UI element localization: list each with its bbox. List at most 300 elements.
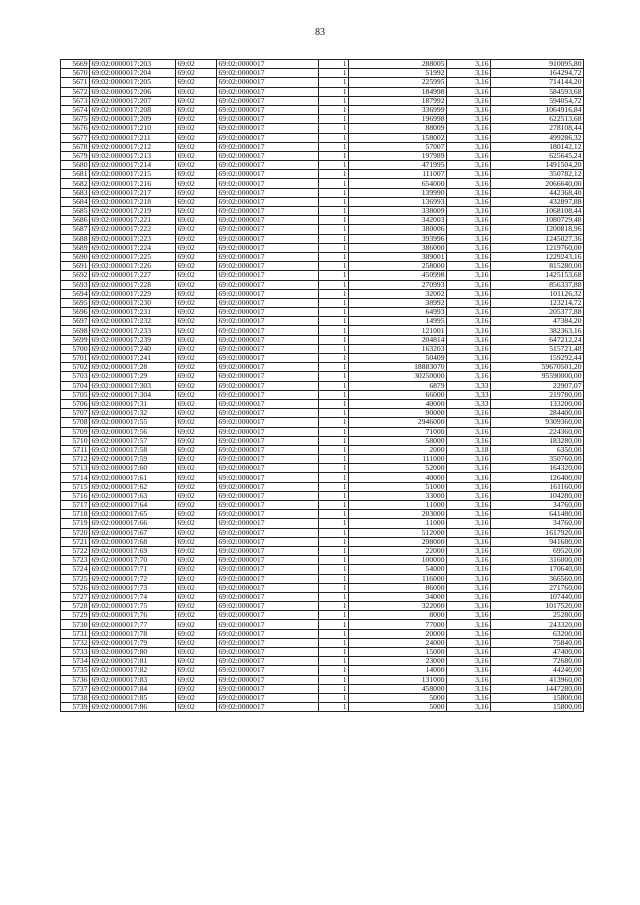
count-cell: 1 [319,317,349,326]
cadastral-value-cell: 47384,20 [491,317,584,326]
area-cell: 654000 [349,179,447,188]
district-code-cell: 69:02 [176,519,217,528]
area-cell: 203000 [349,510,447,519]
table-row [61,565,584,574]
row-number-cell: 5694 [61,289,90,298]
cadastral-value-cell: 183280,00 [491,436,584,445]
table-row [61,115,584,124]
district-code-cell: 69:02 [176,271,217,280]
row-number-cell: 5734 [61,657,90,666]
count-cell: 1 [319,445,349,454]
cadastral-value-cell: 47400,00 [491,648,584,657]
cadastral-value-cell: 316000,00 [491,556,584,565]
area-cell: 116000 [349,574,447,583]
cadastral-block-cell: 69:02:0000017 [217,60,319,69]
row-number-cell: 5720 [61,528,90,537]
cadastral-number-cell: 69:02:0000017:303 [90,381,176,390]
area-cell: 288005 [349,60,447,69]
cadastral-value-cell: 2066640,00 [491,179,584,188]
row-number-cell: 5704 [61,381,90,390]
area-cell: 197989 [349,151,447,160]
area-cell: 20000 [349,629,447,638]
area-cell: 342003 [349,216,447,225]
area-cell: 204814 [349,335,447,344]
count-cell: 1 [319,87,349,96]
count-cell: 1 [319,354,349,363]
cadastral-number-cell: 69:02:0000017:65 [90,510,176,519]
cadastral-value-cell: 72680,00 [491,657,584,666]
area-cell: 58000 [349,436,447,445]
row-number-cell: 5675 [61,115,90,124]
area-cell: 54000 [349,565,447,574]
count-cell: 1 [319,234,349,243]
rate-cell: 3,16 [447,482,491,491]
rate-cell: 3,16 [447,188,491,197]
table-row [61,87,584,96]
district-code-cell: 69:02 [176,491,217,500]
row-number-cell: 5724 [61,565,90,574]
rate-cell: 3,16 [447,556,491,565]
area-cell: 471995 [349,161,447,170]
area-cell: 14000 [349,666,447,675]
row-number-cell: 5676 [61,124,90,133]
count-cell: 1 [319,243,349,252]
cadastral-block-cell: 69:02:0000017 [217,510,319,519]
cadastral-block-cell: 69:02:0000017 [217,243,319,252]
area-cell: 51000 [349,482,447,491]
cadastral-block-cell: 69:02:0000017 [217,381,319,390]
district-code-cell: 69:02 [176,574,217,583]
table-row [61,271,584,280]
cadastral-value-cell: 224360,00 [491,427,584,436]
cadastral-number-cell: 69:02:0000017:223 [90,234,176,243]
area-cell: 380006 [349,225,447,234]
cadastral-block-cell: 69:02:0000017 [217,124,319,133]
rate-cell: 3,16 [447,602,491,611]
area-cell: 30250000 [349,372,447,381]
row-number-cell: 5699 [61,335,90,344]
cadastral-value-cell: 941680,00 [491,537,584,546]
rate-cell: 3,16 [447,620,491,629]
count-cell: 1 [319,151,349,160]
count-cell: 1 [319,133,349,142]
rate-cell: 3,16 [447,308,491,317]
cadastral-number-cell: 69:02:0000017:225 [90,252,176,261]
table-row [61,142,584,151]
rate-cell: 3,16 [447,455,491,464]
cadastral-number-cell: 69:02:0000017:57 [90,436,176,445]
area-cell: 6879 [349,381,447,390]
table-row [61,133,584,142]
rate-cell: 3,16 [447,298,491,307]
row-number-cell: 5737 [61,684,90,693]
cadastral-number-cell: 69:02:0000017:213 [90,151,176,160]
cadastral-block-cell: 69:02:0000017 [217,335,319,344]
cadastral-block-cell: 69:02:0000017 [217,363,319,372]
area-cell: 64993 [349,308,447,317]
cadastral-value-cell: 284400,00 [491,409,584,418]
cadastral-value-cell: 442368,40 [491,188,584,197]
row-number-cell: 5710 [61,436,90,445]
district-code-cell: 69:02 [176,317,217,326]
count-cell: 1 [319,197,349,206]
area-cell: 18883070 [349,363,447,372]
count-cell: 1 [319,216,349,225]
count-cell: 1 [319,335,349,344]
district-code-cell: 69:02 [176,638,217,647]
rate-cell: 3,16 [447,510,491,519]
rate-cell: 3,16 [447,96,491,105]
rate-cell: 3,16 [447,519,491,528]
count-cell: 1 [319,427,349,436]
cadastral-block-cell: 69:02:0000017 [217,418,319,427]
rate-cell: 3,16 [447,105,491,114]
cadastral-value-cell: 25280,00 [491,611,584,620]
cadastral-number-cell: 69:02:0000017:60 [90,464,176,473]
cadastral-value-cell: 180142,12 [491,142,584,151]
row-number-cell: 5714 [61,473,90,482]
cadastral-value-cell: 95590000,00 [491,372,584,381]
count-cell: 1 [319,326,349,335]
area-cell: 393996 [349,234,447,243]
area-cell: 77000 [349,620,447,629]
cadastral-block-cell: 69:02:0000017 [217,87,319,96]
table-row [61,684,584,693]
cadastral-block-cell: 69:02:0000017 [217,574,319,583]
cadastral-number-cell: 69:02:0000017:68 [90,537,176,546]
count-cell: 1 [319,363,349,372]
table-row [61,602,584,611]
cadastral-number-cell: 69:02:0000017:208 [90,105,176,114]
rate-cell: 3,16 [447,161,491,170]
table-row [61,620,584,629]
row-number-cell: 5705 [61,390,90,399]
cadastral-number-cell: 69:02:0000017:76 [90,611,176,620]
cadastral-value-cell: 219780,00 [491,390,584,399]
rate-cell: 3,16 [447,87,491,96]
row-number-cell: 5670 [61,69,90,78]
row-number-cell: 5684 [61,197,90,206]
cadastral-number-cell: 69:02:0000017:66 [90,519,176,528]
district-code-cell: 69:02 [176,188,217,197]
count-cell: 1 [319,629,349,638]
cadastral-value-cell: 170640,00 [491,565,584,574]
cadastral-block-cell: 69:02:0000017 [217,317,319,326]
cadastral-number-cell: 69:02:0000017:83 [90,675,176,684]
rate-cell: 3,16 [447,179,491,188]
cadastral-block-cell: 69:02:0000017 [217,399,319,408]
area-cell: 298000 [349,537,447,546]
count-cell: 1 [319,592,349,601]
count-cell: 1 [319,510,349,519]
count-cell: 1 [319,96,349,105]
area-cell: 52000 [349,464,447,473]
rate-cell: 3,16 [447,234,491,243]
cadastral-block-cell: 69:02:0000017 [217,161,319,170]
table-row [61,427,584,436]
count-cell: 1 [319,399,349,408]
row-number-cell: 5693 [61,280,90,289]
count-cell: 1 [319,565,349,574]
rate-cell: 3,16 [447,629,491,638]
table-row [61,262,584,271]
cadastral-value-cell: 1200818,96 [491,225,584,234]
area-cell: 389001 [349,252,447,261]
count-cell: 1 [319,684,349,693]
district-code-cell: 69:02 [176,124,217,133]
cadastral-block-cell: 69:02:0000017 [217,565,319,574]
cadastral-number-cell: 69:02:0000017:32 [90,409,176,418]
cadastral-block-cell: 69:02:0000017 [217,179,319,188]
district-code-cell: 69:02 [176,418,217,427]
rate-cell: 3,16 [447,693,491,702]
cadastral-value-cell: 584593,68 [491,87,584,96]
rate-cell: 3,16 [447,611,491,620]
cadastral-block-cell: 69:02:0000017 [217,436,319,445]
rate-cell: 3,16 [447,418,491,427]
cadastral-block-cell: 69:02:0000017 [217,69,319,78]
cadastral-number-cell: 69:02:0000017:207 [90,96,176,105]
area-cell: 270993 [349,280,447,289]
rate-cell: 3,16 [447,60,491,69]
row-number-cell: 5726 [61,583,90,592]
cadastral-value-cell: 1064916,84 [491,105,584,114]
district-code-cell: 69:02 [176,151,217,160]
cadastral-number-cell: 69:02:0000017:62 [90,482,176,491]
area-cell: 512000 [349,528,447,537]
district-code-cell: 69:02 [176,234,217,243]
rate-cell: 3,16 [447,225,491,234]
area-cell: 50409 [349,354,447,363]
cadastral-number-cell: 69:02:0000017:239 [90,335,176,344]
area-cell: 158002 [349,133,447,142]
cadastral-number-cell: 69:02:0000017:218 [90,197,176,206]
cadastral-block-cell: 69:02:0000017 [217,133,319,142]
rate-cell: 3,33 [447,381,491,390]
cadastral-value-cell: 133200,00 [491,399,584,408]
table-row [61,317,584,326]
cadastral-block-cell: 69:02:0000017 [217,482,319,491]
cadastral-value-cell: 75840,00 [491,638,584,647]
row-number-cell: 5732 [61,638,90,647]
cadastral-value-cell: 382363,16 [491,326,584,335]
district-code-cell: 69:02 [176,684,217,693]
cadastral-block-cell: 69:02:0000017 [217,684,319,693]
cadastral-number-cell: 69:02:0000017:240 [90,344,176,353]
area-cell: 66000 [349,390,447,399]
row-number-cell: 5677 [61,133,90,142]
cadastral-number-cell: 69:02:0000017:241 [90,354,176,363]
row-number-cell: 5698 [61,326,90,335]
row-number-cell: 5685 [61,207,90,216]
cadastral-block-cell: 69:02:0000017 [217,326,319,335]
count-cell: 1 [319,381,349,390]
district-code-cell: 69:02 [176,528,217,537]
rate-cell: 3,16 [447,344,491,353]
rate-cell: 3,16 [447,252,491,261]
cadastral-value-cell: 1447280,00 [491,684,584,693]
table-row [61,583,584,592]
area-cell: 14995 [349,317,447,326]
rate-cell: 3,16 [447,436,491,445]
cadastral-number-cell: 69:02:0000017:64 [90,501,176,510]
cadastral-block-cell: 69:02:0000017 [217,546,319,555]
district-code-cell: 69:02 [176,354,217,363]
cadastral-number-cell: 69:02:0000017:226 [90,262,176,271]
cadastral-block-cell: 69:02:0000017 [217,372,319,381]
cadastral-block-cell: 69:02:0000017 [217,473,319,482]
cadastral-block-cell: 69:02:0000017 [217,427,319,436]
district-code-cell: 69:02 [176,326,217,335]
cadastral-number-cell: 69:02:0000017:79 [90,638,176,647]
district-code-cell: 69:02 [176,289,217,298]
district-code-cell: 69:02 [176,445,217,454]
count-cell: 1 [319,344,349,353]
cadastral-value-cell: 1017520,00 [491,602,584,611]
cadastral-block-cell: 69:02:0000017 [217,105,319,114]
cadastral-block-cell: 69:02:0000017 [217,445,319,454]
table-row [61,188,584,197]
count-cell: 1 [319,105,349,114]
area-cell: 187992 [349,96,447,105]
table-row [61,280,584,289]
row-number-cell: 5713 [61,464,90,473]
count-cell: 1 [319,675,349,684]
count-cell: 1 [319,583,349,592]
row-number-cell: 5686 [61,216,90,225]
rate-cell: 3,16 [447,124,491,133]
area-cell: 2946000 [349,418,447,427]
district-code-cell: 69:02 [176,703,217,712]
rate-cell: 3,16 [447,78,491,87]
table-row [61,675,584,684]
cadastral-block-cell: 69:02:0000017 [217,519,319,528]
district-code-cell: 69:02 [176,60,217,69]
row-number-cell: 5697 [61,317,90,326]
rate-cell: 3,16 [447,207,491,216]
row-number-cell: 5672 [61,87,90,96]
cadastral-value-cell: 413960,00 [491,675,584,684]
count-cell: 1 [319,124,349,133]
area-cell: 11000 [349,501,447,510]
table-row [61,657,584,666]
district-code-cell: 69:02 [176,372,217,381]
table-row [61,124,584,133]
row-number-cell: 5687 [61,225,90,234]
cadastral-value-cell: 1425153,68 [491,271,584,280]
rate-cell: 3,16 [447,491,491,500]
row-number-cell: 5728 [61,602,90,611]
cadastral-block-cell: 69:02:0000017 [217,151,319,160]
count-cell: 1 [319,298,349,307]
cadastral-block-cell: 69:02:0000017 [217,693,319,702]
row-number-cell: 5735 [61,666,90,675]
cadastral-number-cell: 69:02:0000017:56 [90,427,176,436]
row-number-cell: 5739 [61,703,90,712]
cadastral-value-cell: 63200,00 [491,629,584,638]
table-row [61,197,584,206]
cadastral-number-cell: 69:02:0000017:55 [90,418,176,427]
cadastral-block-cell: 69:02:0000017 [217,78,319,87]
table-row [61,556,584,565]
row-number-cell: 5738 [61,693,90,702]
cadastral-number-cell: 69:02:0000017:72 [90,574,176,583]
area-cell: 40000 [349,473,447,482]
district-code-cell: 69:02 [176,390,217,399]
rate-cell: 3,16 [447,473,491,482]
cadastral-value-cell: 107440,00 [491,592,584,601]
cadastral-block-cell: 69:02:0000017 [217,142,319,151]
cadastral-block-cell: 69:02:0000017 [217,170,319,179]
cadastral-number-cell: 69:02:0000017:221 [90,216,176,225]
row-number-cell: 5679 [61,151,90,160]
cadastral-block-cell: 69:02:0000017 [217,455,319,464]
cadastral-number-cell: 69:02:0000017:73 [90,583,176,592]
table-row [61,546,584,555]
cadastral-number-cell: 69:02:0000017:222 [90,225,176,234]
table-row [61,611,584,620]
rate-cell: 3,16 [447,409,491,418]
count-cell: 1 [319,115,349,124]
district-code-cell: 69:02 [176,105,217,114]
district-code-cell: 69:02 [176,546,217,555]
count-cell: 1 [319,501,349,510]
cadastral-value-table [60,59,584,712]
cadastral-value-cell: 1068108,44 [491,207,584,216]
rate-cell: 3,16 [447,170,491,179]
count-cell: 1 [319,280,349,289]
cadastral-number-cell: 69:02:0000017:205 [90,78,176,87]
table-row [61,666,584,675]
cadastral-block-cell: 69:02:0000017 [217,280,319,289]
cadastral-number-cell: 69:02:0000017:58 [90,445,176,454]
area-cell: 38992 [349,298,447,307]
count-cell: 1 [319,161,349,170]
rate-cell: 3,33 [447,390,491,399]
count-cell: 1 [319,574,349,583]
cadastral-value-cell: 350760,00 [491,455,584,464]
cadastral-number-cell: 69:02:0000017:228 [90,280,176,289]
district-code-cell: 69:02 [176,620,217,629]
rate-cell: 3,16 [447,501,491,510]
district-code-cell: 69:02 [176,409,217,418]
cadastral-number-cell: 69:02:0000017:80 [90,648,176,657]
count-cell: 1 [319,473,349,482]
table-row [61,436,584,445]
cadastral-number-cell: 69:02:0000017:215 [90,170,176,179]
cadastral-value-cell: 159292,44 [491,354,584,363]
table-row [61,648,584,657]
cadastral-number-cell: 69:02:0000017:233 [90,326,176,335]
table-row [61,693,584,702]
cadastral-number-cell: 69:02:0000017:210 [90,124,176,133]
row-number-cell: 5680 [61,161,90,170]
cadastral-block-cell: 69:02:0000017 [217,252,319,261]
rate-cell: 3,16 [447,326,491,335]
cadastral-block-cell: 69:02:0000017 [217,234,319,243]
area-cell: 5000 [349,703,447,712]
area-cell: 136993 [349,197,447,206]
cadastral-block-cell: 69:02:0000017 [217,344,319,353]
rate-cell: 3,16 [447,133,491,142]
count-cell: 1 [319,225,349,234]
cadastral-block-cell: 69:02:0000017 [217,216,319,225]
cadastral-number-cell: 69:02:0000017:69 [90,546,176,555]
cadastral-number-cell: 69:02:0000017:78 [90,629,176,638]
area-cell: 338009 [349,207,447,216]
rate-cell: 3,16 [447,464,491,473]
row-number-cell: 5689 [61,243,90,252]
